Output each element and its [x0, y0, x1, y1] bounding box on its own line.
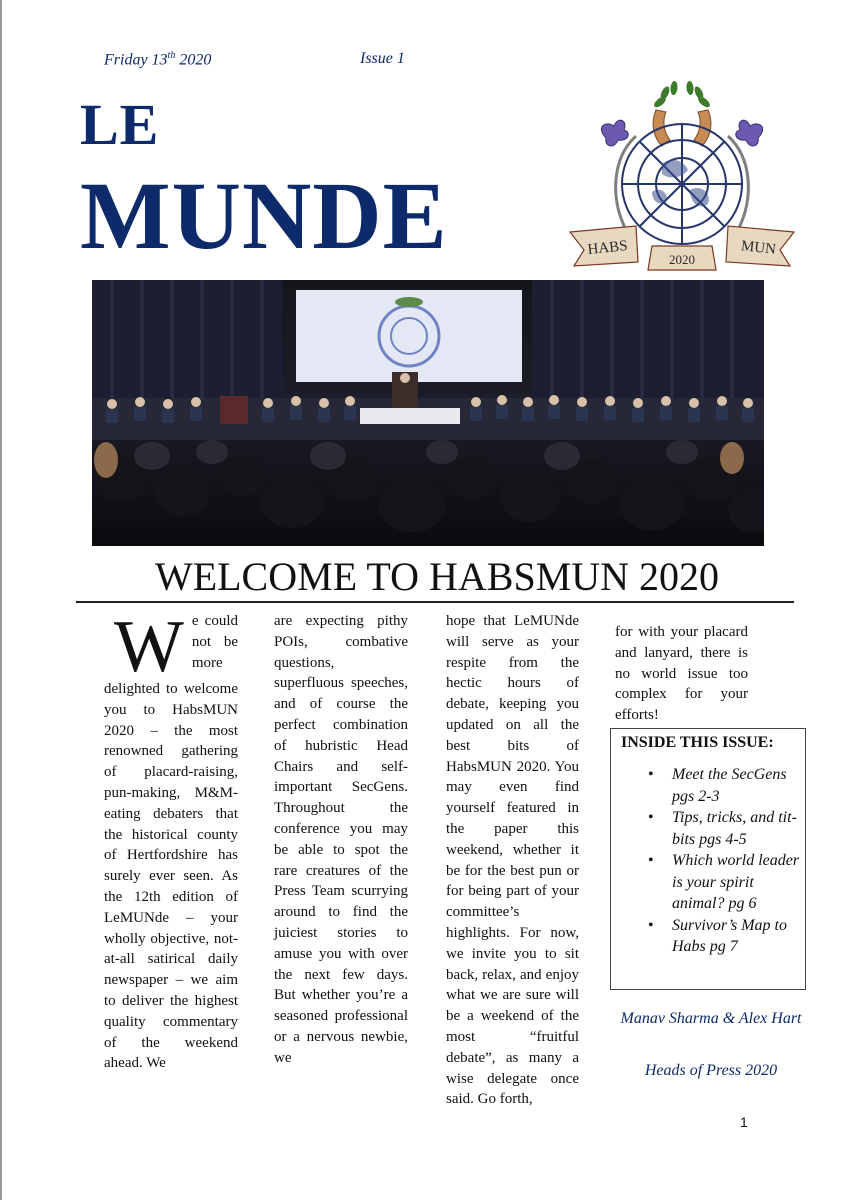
conference-hall-photo	[92, 280, 764, 546]
un-globe-icon	[622, 124, 742, 244]
author-names: Manav Sharma & Alex Hart	[620, 1010, 802, 1027]
page-number: 1	[740, 1114, 748, 1130]
article-column-4: for with your placard and lanyard, there is no world issue too complex for your efforts!	[615, 624, 748, 724]
author-role: Heads of Press 2020	[644, 1062, 778, 1079]
list-item: • Which world leader is your spirit animal? pg 6	[648, 850, 804, 915]
main-headline: WELCOME TO HABSMUN 2020	[154, 554, 720, 599]
inside-this-issue-title: INSIDE THIS ISSUE:	[621, 734, 774, 751]
headline-rule	[76, 601, 794, 603]
drop-cap: W	[114, 606, 184, 688]
page-edge-line	[0, 0, 2, 1200]
logo-ribbon-year-text: 2020	[669, 252, 695, 267]
list-item: • Meet the SecGens pgs 2-3	[648, 764, 804, 807]
laurel-wreath-icon	[652, 81, 711, 109]
logo-ribbon-right-text: MUN	[740, 238, 777, 258]
inside-this-issue-list	[648, 764, 804, 958]
article-column-3: hope that LeMUNde will serve as your respite from the hectic hours of debate, keeping you updated on all the best bits of HabsMUN 2020. You may even find yourself featured in the paper this weekend, whether it be for the best pun or for being part of your committee’s highlights. For now, we invite you to sit back, relax, and enjoy what we are sure will be a weekend of the most “fruitful debate”, as many a wise delegate once said. Go forth,	[446, 613, 579, 1108]
masthead-issue: Issue 1	[360, 50, 405, 67]
article-column-2: are expecting pithy POIs, combative questions, superfluous speeches, and of course the perfect combination of hubristic Head Chairs and self-important SecGens. Throughout the conference you may be able to spot the rare creatures of the Press Team scurrying around to find the juiciest stories to amuse you with over the next few days. But whether you’re a seasoned professional or a nervous newbie, we	[274, 613, 408, 1066]
masthead-date: Friday 13th 2020	[104, 50, 212, 69]
list-item: • Tips, tricks, and tit-bits pgs 4-5	[648, 807, 804, 850]
article-column-1-text: e could not be more delighted to welcome you to HabsMUN 2020 – the most renowned gathering of placard-raising, pun-making, M&M-eating debaters that the historical county of Hertfordshire has surely ever seen. As the 12th edition of LeMUNde – your wholly objective, not-at-all satirical daily newspaper – we aim to deliver the highest quality commentary of the weekend ahead. We	[104, 613, 238, 1072]
article-column-1	[104, 606, 238, 1074]
masthead-title-munde: MUNDE	[80, 162, 448, 269]
masthead-title-le: LE	[80, 92, 160, 157]
list-item: • Survivor’s Map to Habs pg 7	[648, 915, 804, 958]
logo-ribbon-left-text: HABS	[586, 237, 629, 259]
habsmun-logo	[566, 80, 798, 280]
